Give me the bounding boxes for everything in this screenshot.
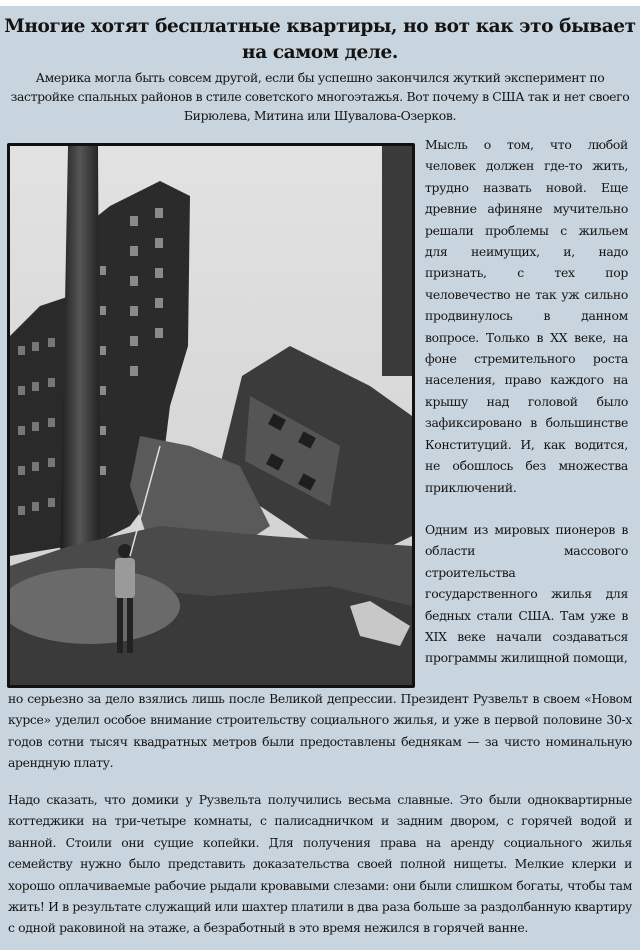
paragraph-2-start: Одним из мировых пионеров в области массового строительства государственного жилья для бедных стали США. Там уже в XIX веке начали создаваться программы жилищной помощи, [425,521,628,666]
demolition-photo [7,143,415,688]
paragraph-1: Мысль о том, что любой человек должен где-то жить, трудно назвать новой. Еще древние афиняне мучительно решали проблемы с жильем для неимущих, и, надо признать, с тех пор человечество не так уж сильно продвинулось в данном вопросе. Только в XX веке, на фоне стремительного роста населения, право каждого на крышу над головой было зафиксировано в большинстве Конституций. И, как водится, не обошлось без множества приключений. [425,137,628,495]
article-title: Многие хотят бесплатные квартиры, но вот как это бывает на самом деле. [4,16,636,63]
paragraph-2-continued: но серьезно за дело взялись лишь после Великой депрессии. Президент Рузвельт в своем «Новом курсе» уделил особое внимание строительству социального жилья, и уже в первой половине 30-х годов сотни тысяч квадратных метров были предоставлены беднякам — за чисто номинальную арендную плату. [8,691,632,771]
paragraph-2-continued-block [8,688,632,774]
article-page [0,6,640,950]
article-lead: Америка могла быть совсем другой, если бы успешно закончился жуткий эксперимент по застройке спальных районов в стиле советского многоэтажья. Вот почему в США так и нет своего Бирюлева, Митина или Шувалова-Озерков. [10,70,630,123]
side-column [425,134,628,669]
collapsed-building-image [10,146,412,685]
paragraph-3-block [8,789,632,939]
paragraph-3: Надо сказать, что домики у Рузвельта получились весьма славные. Это были одноквартирные коттеджики на три-четыре комнаты, с палисадничком и задним двором, с горячей водой и ванной. Стоили они сущие копейки. Для получения права на аренду социального жилья семейству нужно было представить доказательства своей полной нищеты. Мелкие клерки и хорошо оплачиваемые рабочие рыдали кровавыми слезами: они были слишком богаты, чтобы там жить! И в результате служащий или шахтер платили в два раза больше за раздолбанную квартиру с одной раковиной на этаже, а безработный в это время нежился в горячей ванне. [8,792,632,936]
